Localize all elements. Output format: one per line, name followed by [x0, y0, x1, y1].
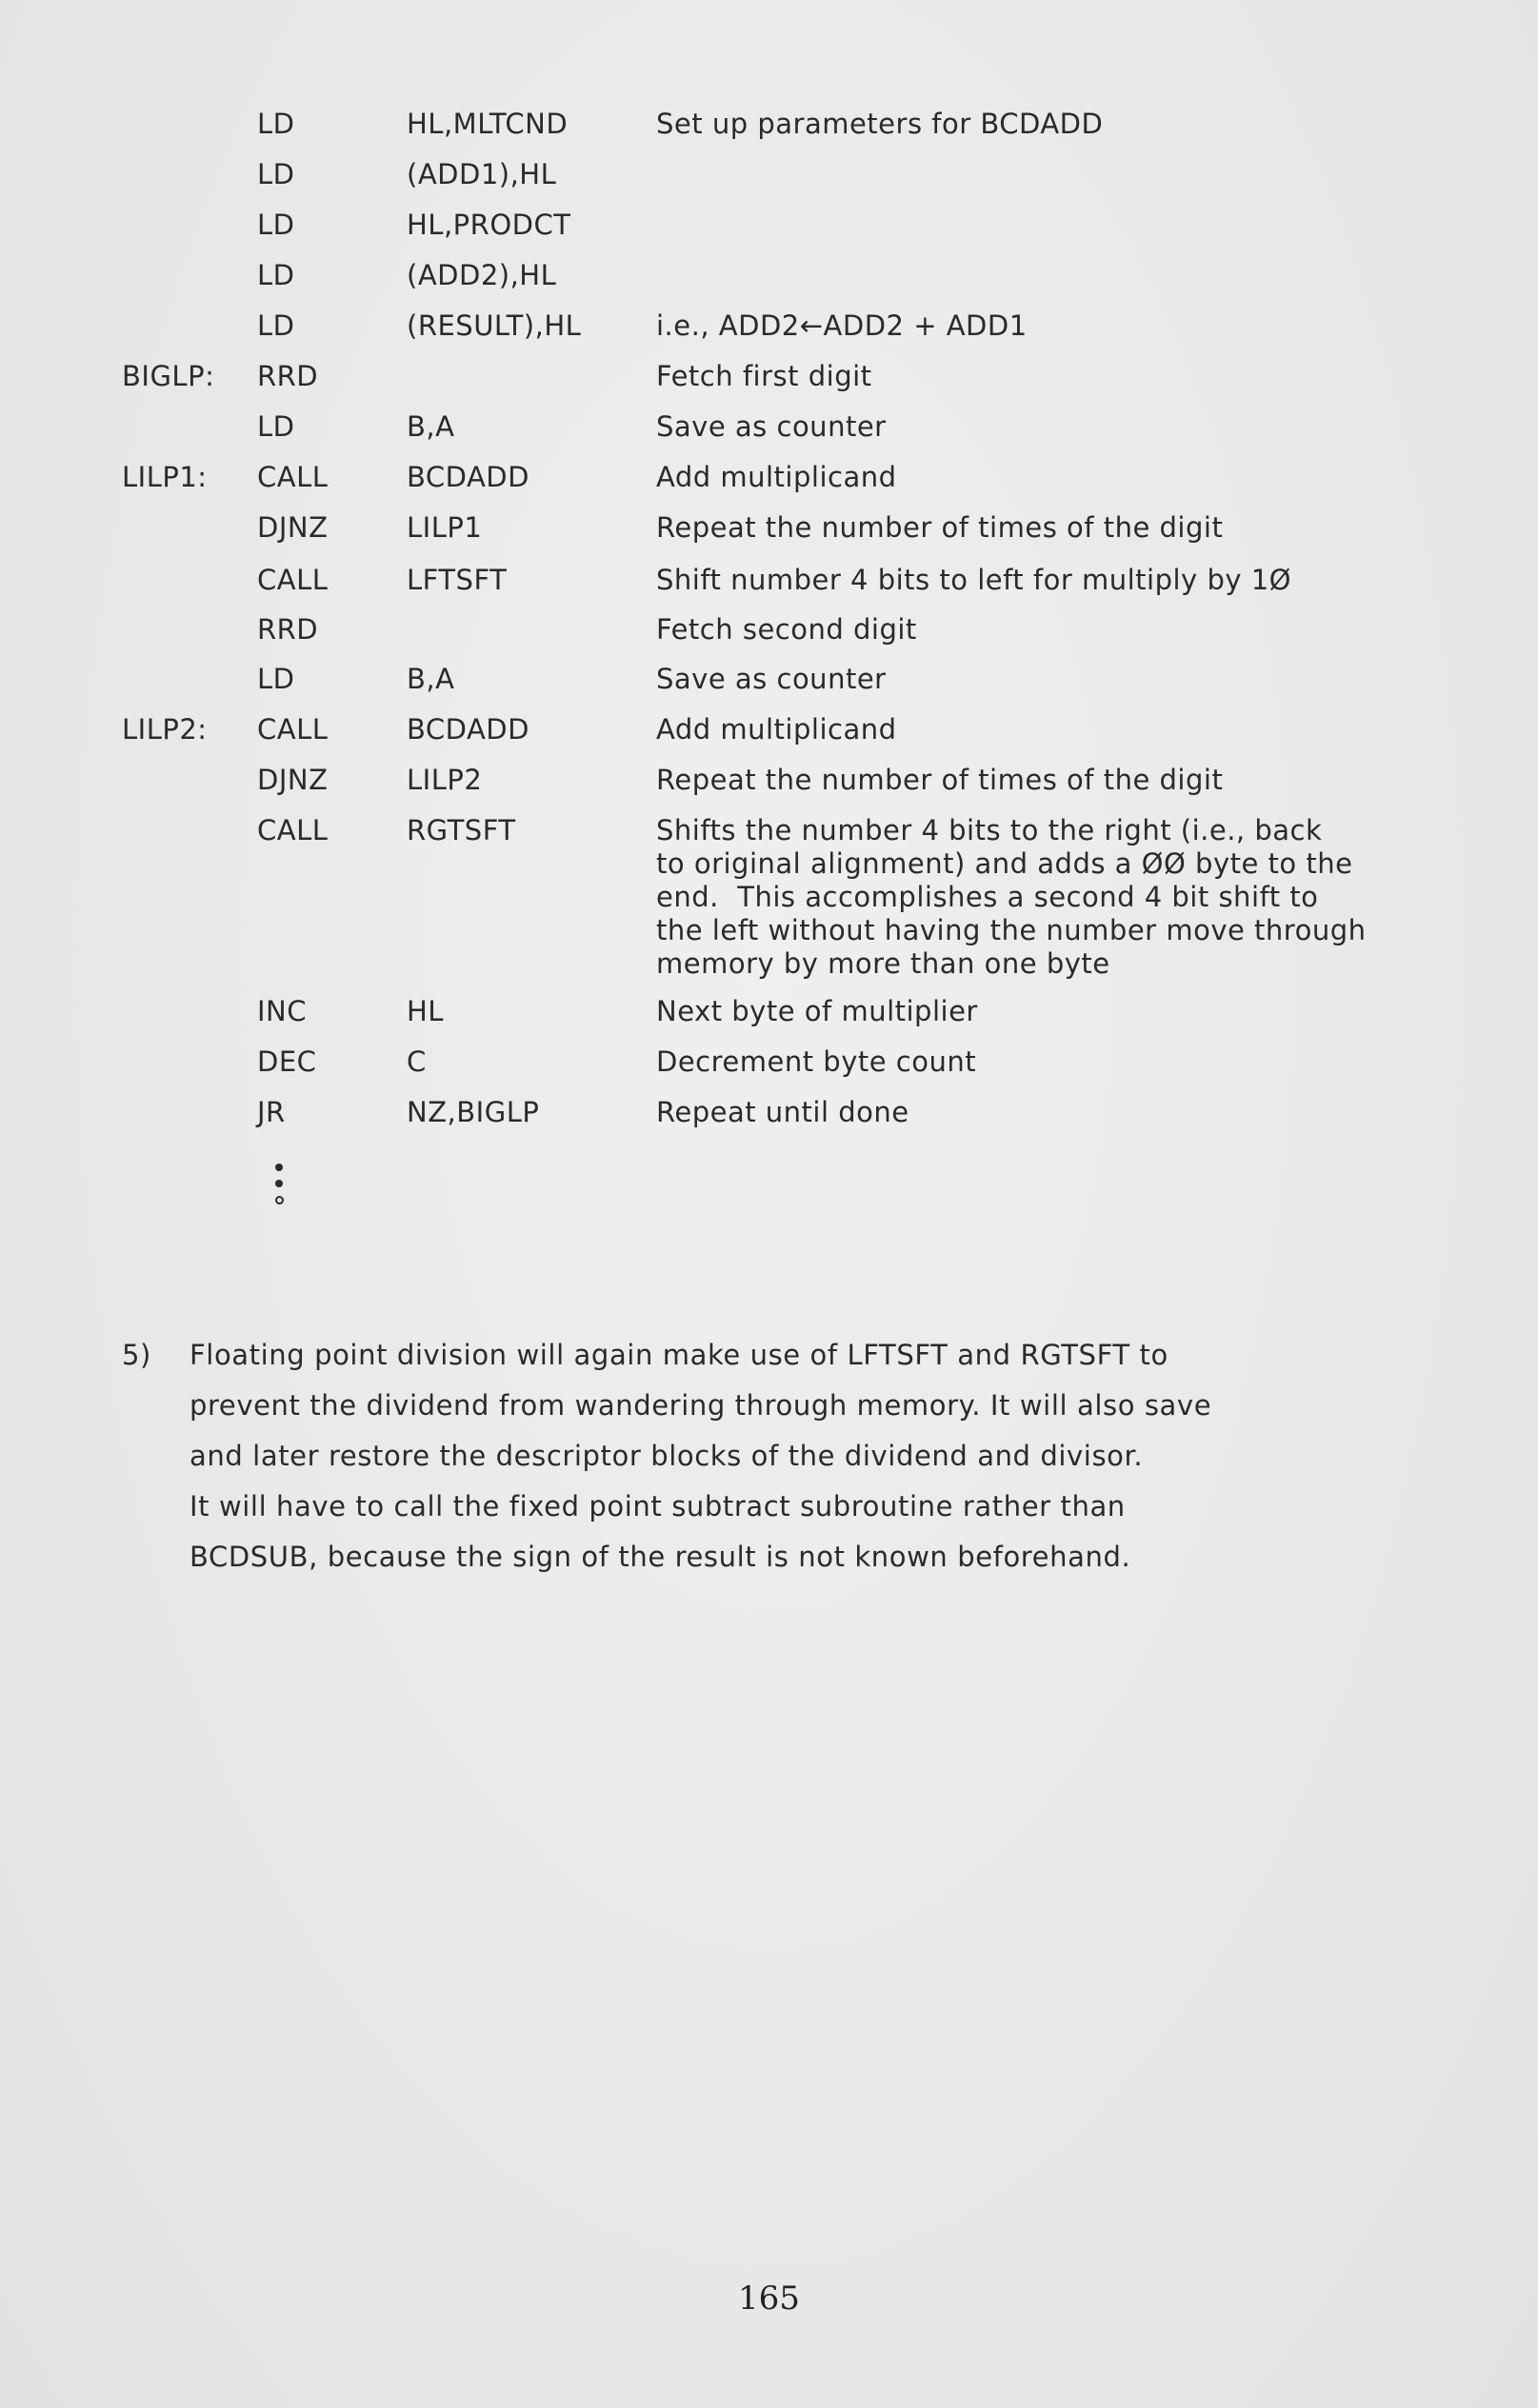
listing-row: [0, 995, 1538, 1033]
operand: LILP1: [407, 511, 483, 544]
listing-row: [0, 410, 1538, 448]
opcode: CALL: [257, 461, 329, 493]
listing-row: [0, 814, 1538, 980]
opcode: DJNZ: [257, 511, 329, 544]
listing-row: [0, 713, 1538, 751]
paragraph-line: It will have to call the fixed point subtract subroutine rather than: [190, 1490, 1126, 1522]
opcode: LD: [257, 663, 295, 695]
opcode: LD: [257, 209, 295, 241]
opcode: LD: [257, 259, 295, 291]
listing-row: [0, 158, 1538, 196]
listing-row: [0, 564, 1538, 602]
paragraph-line: prevent the dividend from wandering through memory. It will also save: [190, 1389, 1212, 1422]
operand: HL,PRODCT: [407, 209, 571, 241]
listing-row: [0, 461, 1538, 499]
opcode: LD: [257, 158, 295, 190]
listing-row: [0, 1096, 1538, 1134]
comment: Fetch second digit: [656, 613, 917, 646]
operand: B,A: [407, 410, 455, 443]
opcode: RRD: [257, 613, 319, 646]
comment: Next byte of multiplier: [656, 995, 978, 1027]
opcode: CALL: [257, 814, 329, 846]
comment: Repeat until done: [656, 1096, 909, 1128]
operand: BCDADD: [407, 461, 529, 493]
opcode: LD: [257, 108, 295, 140]
opcode: INC: [257, 995, 307, 1027]
item-number: 5): [122, 1339, 151, 1371]
comment: Add multiplicand: [656, 461, 897, 493]
operand: RGTSFT: [407, 814, 516, 846]
line-label: LILP2:: [122, 713, 208, 746]
operand: C: [407, 1045, 427, 1078]
comment: Repeat the number of times of the digit: [656, 764, 1224, 796]
listing-row: [0, 209, 1538, 247]
operand: HL,MLTCND: [407, 108, 569, 140]
paragraph-line: Floating point division will again make use of LFTSFT and RGTSFT to: [190, 1339, 1168, 1371]
listing-row: [0, 613, 1538, 651]
page-number: 165: [738, 2279, 800, 2318]
opcode: CALL: [257, 713, 329, 746]
line-label: BIGLP:: [122, 360, 215, 392]
comment: Repeat the number of times of the digit: [656, 511, 1224, 544]
opcode: DEC: [257, 1045, 317, 1078]
comment: Set up parameters for BCDADD: [656, 108, 1104, 140]
operand: (ADD1),HL: [407, 158, 557, 190]
paragraph-line: BCDSUB, because the sign of the result is not known beforehand.: [190, 1541, 1131, 1573]
paragraph-line: and later restore the descriptor blocks of the dividend and divisor.: [190, 1440, 1144, 1472]
operand: NZ,BIGLP: [407, 1096, 540, 1128]
operand: HL: [407, 995, 444, 1027]
line-label: LILP1:: [122, 461, 208, 493]
operand: B,A: [407, 663, 455, 695]
comment: i.e., ADD2←ADD2 + ADD1: [656, 309, 1028, 342]
comment: Save as counter: [656, 663, 887, 695]
comment: Shifts the number 4 bits to the right (i.e., back to original alignment) and adds a ØØ byte to the end. This accomplishes a second 4 bit shift to the left without having the number move through memory by more than one byte: [656, 814, 1367, 980]
opcode: RRD: [257, 360, 319, 392]
listing-row: [0, 764, 1538, 802]
opcode: CALL: [257, 564, 329, 596]
opcode: LD: [257, 410, 295, 443]
operand: LILP2: [407, 764, 483, 796]
listing-row: [0, 1045, 1538, 1084]
opcode: DJNZ: [257, 764, 329, 796]
listing-row: [0, 108, 1538, 146]
operand: (ADD2),HL: [407, 259, 557, 291]
comment: Fetch first digit: [656, 360, 872, 392]
listing-row: [0, 309, 1538, 348]
listing-row: [0, 259, 1538, 297]
paragraph-text: [190, 1330, 1370, 1582]
comment: Add multiplicand: [656, 713, 897, 746]
operand: LFTSFT: [407, 564, 508, 596]
listing-row: [0, 360, 1538, 398]
opcode: LD: [257, 309, 295, 342]
comment: Shift number 4 bits to left for multiply by 1Ø: [656, 564, 1292, 596]
comment: Save as counter: [656, 410, 887, 443]
vertical-ellipsis: [275, 1164, 289, 1213]
operand: BCDADD: [407, 713, 529, 746]
listing-row: [0, 663, 1538, 701]
opcode: JR: [257, 1096, 286, 1128]
operand: (RESULT),HL: [407, 309, 582, 342]
comment: Decrement byte count: [656, 1045, 977, 1078]
listing-row: [0, 511, 1538, 549]
